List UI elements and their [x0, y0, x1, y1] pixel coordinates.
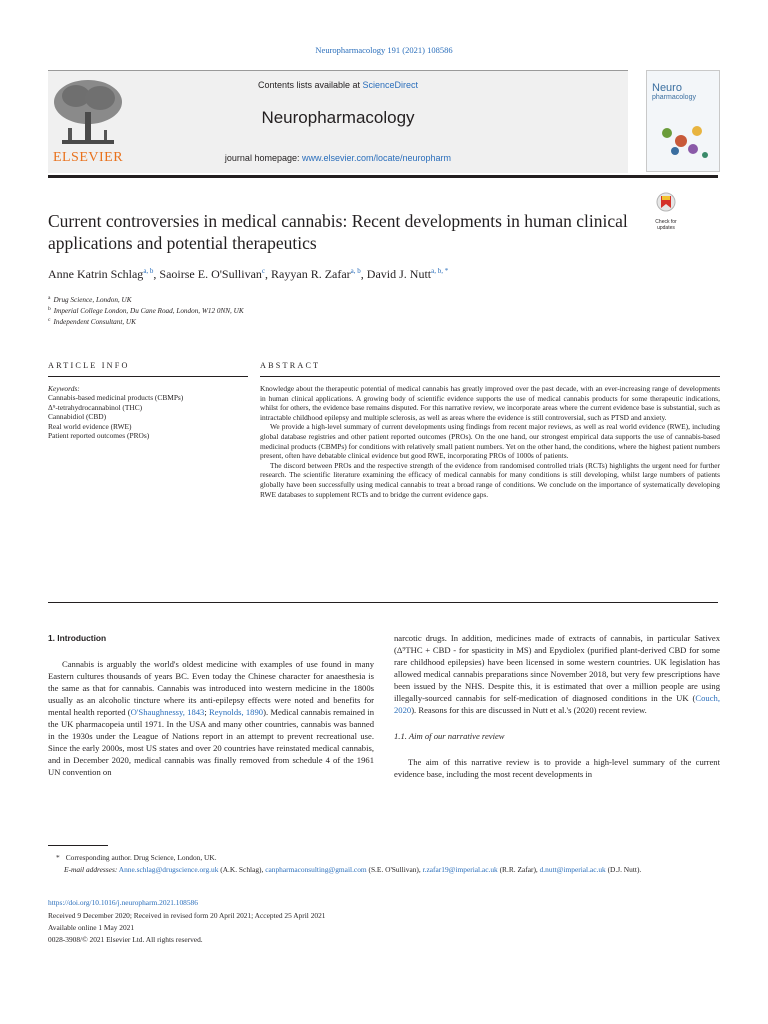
author-affiliation-marker[interactable]: a, b — [143, 267, 154, 275]
abstract-heading: ABSTRACT — [260, 361, 321, 370]
author-affiliation-marker[interactable]: a, b, * — [431, 267, 449, 275]
corresponding-author-text: Corresponding author. Drug Science, London, UK. — [65, 853, 217, 862]
received-dates: Received 9 December 2020; Received in revised form 20 April 2021; Accepted 25 April 2021 — [48, 911, 326, 920]
author-name[interactable]: Rayyan R. Zafar — [271, 267, 351, 281]
abstract-paragraph: We provide a high-level summary of current developments using findings from recent major reviews, as well as real world evidence (RWE), including global database registries and other patient reported outcomes (PROs). On the one hand, our strongest empirical data supports the use of cannabis-based medicinal products (CBMPs) for conditions with relatively small patient numbers. Yet on the other hand, the conditions, where the highest patient numbers present, often have debatable clinical evidence but good RWE, incorporating PROs of 1000s of patients. — [260, 422, 720, 461]
intro-text-1: Cannabis is arguably the world's oldest medicine with examples of use found in many Eastern cultures thousands of years BC. Even today the Chinese character for anaesthesia is the same as that for cannabis. Cannabis was introduced into western medicine in the 1800s usually as an alcoholic tincture where its anti-epilepsy effects were noted and benefits for mental health reported ( — [48, 659, 374, 717]
section-heading-introduction: 1. Introduction — [48, 633, 107, 643]
abstract-paragraph: The discord between PROs and the respective strength of the evidence from randomised controlled trials (RCTs) highlights the urgent need for further research. The scientific literature examining the efficacy of medical cannabis for many conditions is still developing, whilst large numbers of patients globally have been successfully using medical cannabis to treat a broad range of conditions. We conclude on the importance of systematically developing RWE databases to supplement RCTs and to bridge the current evidence gaps. — [260, 460, 720, 499]
author-separator: , — [265, 267, 272, 281]
email-label: E-mail addresses: — [64, 865, 118, 874]
header-top-rule — [48, 70, 628, 71]
article-info-rule — [48, 376, 248, 377]
intro-text-2: ; — [204, 707, 209, 717]
intro-cont-text-1: narcotic drugs. In addition, medicines made of extracts of cannabis, in particular Sativex (Δ⁹THC + CBD - for spasticity in MS) and Epydiolex (purified plant-derived CBD for some rare childhood epilepsies) have been licensed in some western countries. UK legislation has allowed medical cannabis preparations since November 2018, but very few prescriptions have been issued by the NHS. Despite this, it is estimated that over a million people are using illegally-sourced cannabis for self-medication of diagnosed conditions in the UK ( — [394, 633, 720, 703]
abstract-paragraph: Knowledge about the therapeutic potential of medical cannabis has greatly improved over the past decade, with an ever-increasing range of developments in human clinical applications. A growing body of scientific evidence supports the use of medical cannabis products for some therapeutic indications, whilst for others, the evidence base remains disputed. For this narrative review, we incorporate areas where the current evidence base is substantial, such as intractable childhood epilepsy and multiple sclerosis, as well as areas where the evidence is still controversial, such as PTSD and anxiety. — [260, 384, 720, 422]
cover-title-line-2: pharmacology — [652, 94, 696, 101]
email-link[interactable]: r.zafar19@imperial.ac.uk — [422, 865, 498, 874]
check-for-updates-button[interactable] — [648, 192, 684, 231]
cover-title-line-1: Neuro — [652, 82, 682, 94]
footnote-rule — [48, 845, 108, 846]
keywords-list — [48, 393, 248, 440]
publisher-wordmark: ELSEVIER — [52, 150, 124, 165]
intro-continued-paragraph — [394, 632, 720, 716]
abstract-bottom-rule — [48, 602, 718, 603]
ref-oshaughnessy-link[interactable]: O'Shaughnessy, 1843 — [130, 707, 205, 717]
author-affiliation-marker[interactable]: c — [261, 267, 266, 275]
journal-reference[interactable]: Neuropharmacology 191 (2021) 108586 — [315, 45, 453, 55]
author-affiliation-marker[interactable]: a, b — [350, 267, 361, 275]
author-list — [48, 267, 448, 282]
contents-line — [48, 80, 628, 90]
keyword-item: Real world evidence (RWE) — [48, 421, 132, 431]
journal-homepage-link[interactable]: www.elsevier.com/locate/neuropharm — [301, 153, 452, 163]
asterisk-marker: * — [56, 853, 60, 862]
email-owner: (S.E. O'Sullivan), — [366, 865, 423, 874]
author-name[interactable]: David J. Nutt — [366, 267, 432, 281]
intro-paragraph — [48, 658, 374, 778]
available-online: Available online 1 May 2021 — [48, 923, 135, 932]
sciencedirect-link[interactable]: ScienceDirect — [362, 80, 419, 90]
keyword-item: Cannabidiol (CBD) — [48, 412, 107, 422]
author-separator: , — [153, 267, 160, 281]
keyword-item: Cannabis-based medicinal products (CBMPs) — [48, 393, 184, 403]
author-name[interactable]: Anne Katrin Schlag — [48, 267, 144, 281]
email-link[interactable]: canpharmaconsulting@gmail.com — [265, 865, 367, 874]
keyword-item: Δ⁹-tetrahydrocannabinol (THC) — [48, 402, 143, 412]
email-link[interactable]: Anne.schlag@drugscience.org.uk — [118, 865, 219, 874]
email-link[interactable]: d.nutt@imperial.ac.uk — [539, 865, 606, 874]
email-owner: (D.J. Nutt). — [605, 865, 642, 874]
ref-couch-link[interactable]: Couch, 2020 — [394, 693, 720, 715]
keyword-item: Patient reported outcomes (PROs) — [48, 431, 150, 441]
affiliation-marker: b — [48, 306, 51, 312]
copyright-line: 0028-3908/© 2021 Elsevier Ltd. All rights reserved. — [48, 935, 203, 944]
body-left-column — [48, 632, 374, 778]
keywords-block — [48, 384, 248, 440]
email-owner: (R.R. Zafar), — [497, 865, 540, 874]
author-name[interactable]: Saoirse E. O'Sullivan — [159, 267, 262, 281]
intro-cont-text-2: ). Reasons for this are discussed in Nutt et al.'s (2020) recent review. — [411, 705, 647, 715]
doi-link[interactable]: https://doi.org/10.1016/j.neuropharm.2021.108586 — [48, 898, 198, 907]
affiliation-marker: c — [48, 317, 51, 323]
check-for-updates-label: Check for updates — [655, 219, 677, 231]
journal-name: Neuropharmacology — [261, 108, 415, 127]
affiliation-text: Drug Science, London, UK — [53, 296, 132, 305]
keywords-label: Keywords: — [48, 384, 80, 393]
affiliation-text: Independent Consultant, UK — [53, 318, 136, 327]
email-addresses — [48, 865, 720, 875]
article-title: Current controversies in medical cannabis: Recent developments in human clinical applications and potential therapeutics — [48, 211, 628, 253]
abstract-body — [260, 384, 720, 499]
cover-title — [652, 84, 696, 102]
affiliation-text: Imperial College London, Du Cane Road, London, W12 0NN, UK — [53, 307, 244, 316]
author-separator: , — [360, 267, 367, 281]
affiliation-line — [48, 317, 136, 326]
crossmark-icon — [656, 192, 676, 214]
journal-homepage-line — [48, 153, 628, 163]
intro-text-3: ). Medical cannabis remained in the UK pharmacopeia until 1971. In the USA and many other countries, cannabis was banned in the 1930s under the League of Nations report in an attempt to prevent recreational use. Since the early 2000s, most US states and over 20 countries have reinstated medical cannabis, and in December 2020, medical cannabis was finally removed from schedule 4 of the 1961 UN convention on — [48, 707, 375, 777]
ref-reynolds-link[interactable]: Reynolds, 1890 — [209, 707, 264, 717]
subsection-heading-aim: 1.1. Aim of our narrative review — [394, 731, 505, 741]
email-owner: (A.K. Schlag), — [218, 865, 266, 874]
homepage-prefix: journal homepage: — [224, 153, 302, 163]
corresponding-author-note — [48, 853, 720, 863]
abstract-rule — [260, 376, 720, 377]
header-bottom-rule — [48, 175, 718, 178]
body-right-column — [394, 632, 720, 780]
affiliation-line — [48, 306, 244, 315]
contents-prefix: Contents lists available at — [257, 80, 363, 90]
article-info-heading: ARTICLE INFO — [48, 361, 130, 370]
aim-paragraph: The aim of this narrative review is to provide a high-level summary of the current evidence base, including the most recent developments in — [394, 757, 720, 779]
affiliation-marker: a — [48, 295, 51, 301]
affiliation-line — [48, 295, 132, 304]
